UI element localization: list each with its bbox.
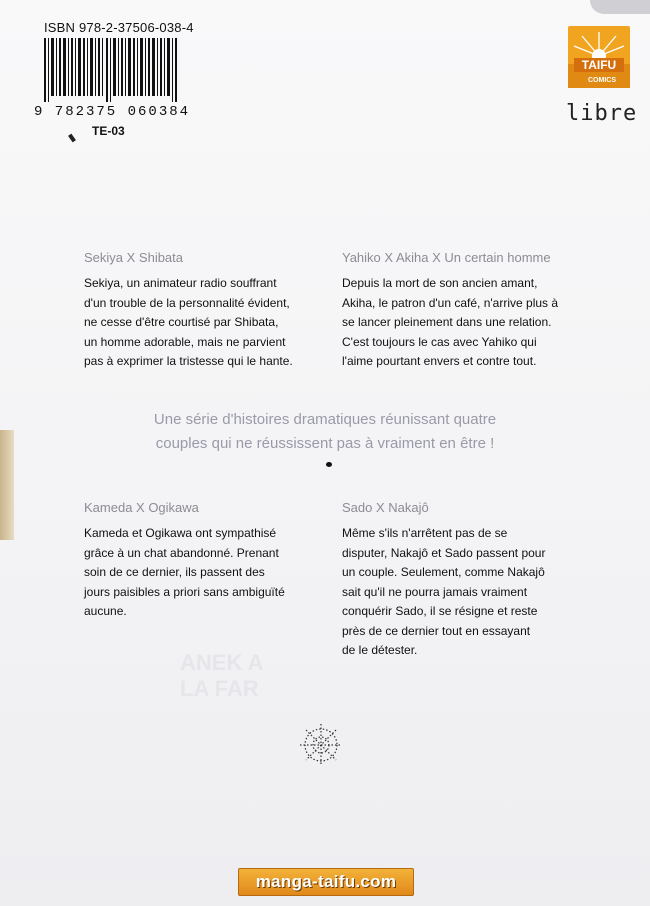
svg-text:COMICS: COMICS bbox=[588, 77, 616, 84]
taifu-comics-logo bbox=[568, 26, 630, 88]
label-libre: libre bbox=[566, 101, 638, 126]
synopsis-line: se lancer pleinement dans une relation. bbox=[342, 315, 552, 329]
synopsis-line: Même s'ils n'arrêtent pas de se bbox=[342, 526, 508, 540]
reference-code: TE-03 bbox=[92, 124, 125, 138]
spine-edge-image bbox=[0, 430, 14, 540]
synopsis-line: ne cesse d'être courtisé par Shibata, bbox=[84, 315, 279, 329]
synopsis-line: conquérir Sado, il se résigne et reste bbox=[342, 604, 538, 618]
story-synopsis-3 bbox=[84, 524, 334, 622]
synopsis-line: grâce à un chat abandonné. Prenant bbox=[84, 545, 279, 560]
story-synopsis-1 bbox=[84, 274, 334, 372]
bg-art-line2: LA FAR bbox=[180, 676, 259, 701]
story-title-2: Yahiko X Akiha X Un certain homme bbox=[342, 250, 551, 265]
tagline-line2: couples qui ne réussissent pas à vraiment en être ! bbox=[155, 435, 495, 452]
snowflake-icon bbox=[298, 722, 344, 768]
story-synopsis-4 bbox=[342, 524, 592, 661]
barcode-mark bbox=[68, 134, 76, 143]
synopsis-line: de le détester. bbox=[342, 643, 418, 657]
synopsis-line: sait qu'il ne pourra jamais vraiment bbox=[342, 584, 528, 599]
synopsis-line: Akiha, le patron d'un café, n'arrive plus à bbox=[342, 295, 559, 310]
logo-wordmark: TAIFU bbox=[581, 58, 617, 72]
series-tagline bbox=[100, 408, 550, 456]
synopsis-line: près de ce dernier tout en essayant bbox=[342, 623, 531, 638]
synopsis-line: jours paisibles a priori sans ambiguïté bbox=[84, 584, 285, 599]
synopsis-line: Kameda et Ogikawa ont sympathisé bbox=[84, 526, 277, 540]
bg-art-line1: ANEK A bbox=[180, 650, 264, 675]
synopsis-line: un couple. Seulement, comme Nakajô bbox=[342, 565, 545, 579]
barcode-image bbox=[44, 38, 180, 102]
synopsis-line: pas à exprimer la tristesse qui le hante. bbox=[84, 354, 293, 368]
synopsis-line: aucune. bbox=[84, 604, 127, 618]
story-synopsis-2 bbox=[342, 274, 592, 372]
website-badge: manga-taifu.com bbox=[238, 868, 414, 896]
synopsis-line: un homme adorable, mais ne parvient bbox=[84, 334, 286, 349]
synopsis-line: soin de ce dernier, ils passent des bbox=[84, 565, 265, 579]
background-art-text bbox=[180, 650, 264, 702]
story-title-4: Sado X Nakajô bbox=[342, 500, 429, 515]
barcode-number: 9 782375 060384 bbox=[34, 104, 191, 120]
tagline-line1: Une série d'histoires dramatiques réunissant quatre bbox=[153, 411, 497, 428]
isbn-label: ISBN 978-2-37506-038-4 bbox=[44, 20, 194, 35]
synopsis-line: l'aime pourtant envers et contre tout. bbox=[342, 354, 537, 368]
synopsis-line: C'est toujours le cas avec Yahiko qui bbox=[342, 334, 537, 349]
synopsis-line: Sekiya, un animateur radio souffrant bbox=[84, 276, 277, 290]
synopsis-line: d'un trouble de la personnalité évident, bbox=[84, 295, 290, 310]
story-title-3: Kameda X Ogikawa bbox=[84, 500, 199, 515]
divider-dot bbox=[326, 462, 332, 467]
synopsis-line: disputer, Nakajô et Sado passent pour bbox=[342, 545, 546, 560]
story-title-1: Sekiya X Shibata bbox=[84, 250, 184, 265]
cover-edge-decoration bbox=[590, 0, 650, 14]
synopsis-line: Depuis la mort de son ancien amant, bbox=[342, 276, 538, 290]
